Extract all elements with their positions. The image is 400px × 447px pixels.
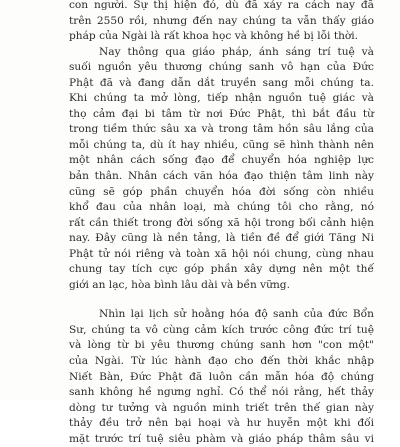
text-line: của Ngài. Từ lúc hành đạo cho đến thời khắc nhập <box>69 355 374 368</box>
text-line: nay. Đây cũng là nền tảng, là tiền đề để giới Tăng Ni <box>69 232 374 245</box>
text-line: Khi chúng ta mở lòng, tiếp nhận nguồn tuệ giác và <box>69 92 374 105</box>
text-line: dòng tư tưởng và nguồn minh triết trên thế gian này <box>69 401 374 414</box>
text-line: rất cần thiết trong đời sống xã hội trong bối cảnh hiện <box>69 216 374 229</box>
text-line: mỗi chúng ta, dù ít hay nhiều, cũng sẽ hình thành nên <box>69 138 374 151</box>
text-line: Nay thông qua giáo pháp, ánh sáng trí tuệ và <box>99 45 374 58</box>
text-line: bản thân. Nhân cách văn hóa đạo thiện tâm linh này <box>69 170 374 183</box>
text-line: và lòng từ bi yêu thương chúng sanh hơn "con một" <box>69 339 374 352</box>
text-line: con người. Sự thị hiện đó, dù đã xảy ra cách nay đã <box>69 0 374 11</box>
text-line: cũng sẽ góp phần chuyển hóa đời sống còn nhiều <box>69 185 374 198</box>
text-line: Niết Bàn, Đức Phật đã luôn cần mẫn hóa độ chúng <box>69 370 374 383</box>
text-line: Sư, chúng ta vô cùng cảm kích trước công đức trí tuệ <box>69 323 374 336</box>
text-line: khổ đau của nhân loại, mà chúng tôi cho rằng, nó <box>69 201 374 214</box>
paragraph-gap <box>69 293 374 307</box>
paragraph-p1 <box>69 0 374 45</box>
text-line: trên 2550 rồi, nhưng đến nay chúng ta vẫn thấy giáo <box>69 14 374 27</box>
text-line: chung tay tích cực góp phần xây dựng nên một thế <box>69 263 374 276</box>
text-line: thọ cảm đại bi tâm từ nơi Đức Phật, thì bắt đầu từ <box>69 107 374 120</box>
text-line: thảy đều trở nên bại hoại và hư huyễn một khi đối <box>69 417 374 430</box>
text-line: pháp của Ngài là rất khoa học và không hề bị lỗi thời. <box>69 30 359 43</box>
text-line: sanh không hề ngưng nghỉ. Có thể nói rằng, hết thảy <box>69 386 374 399</box>
text-line: Phật tử nói riêng và toàn xã hội nói chung, cùng nhau <box>69 247 374 260</box>
text-line: một nhân cách sống đạo để chuyển hóa nghiệp lực <box>69 154 374 167</box>
text-line: giới an lạc, hòa bình lâu dài và bền vững. <box>69 278 290 291</box>
text-line: trong tiềm thức sâu xa và trong tâm hồn sâu lắng của <box>69 123 374 136</box>
paragraph-p2 <box>69 45 374 294</box>
body-text <box>69 0 374 447</box>
text-line: mặt trước trí tuệ siêu phàm và giáo pháp thâm sâu vi <box>69 432 374 445</box>
text-line: Phật đã và đang dẫn dắt truyền sang mỗi chúng ta. <box>69 76 374 89</box>
paragraph-p3 <box>69 307 374 447</box>
text-line: suối nguồn yêu thương chúng sanh vô hạn của Đức <box>69 61 374 74</box>
text-line: Nhìn lại lịch sử hoằng hóa độ sanh của đức Bổn <box>99 308 374 321</box>
